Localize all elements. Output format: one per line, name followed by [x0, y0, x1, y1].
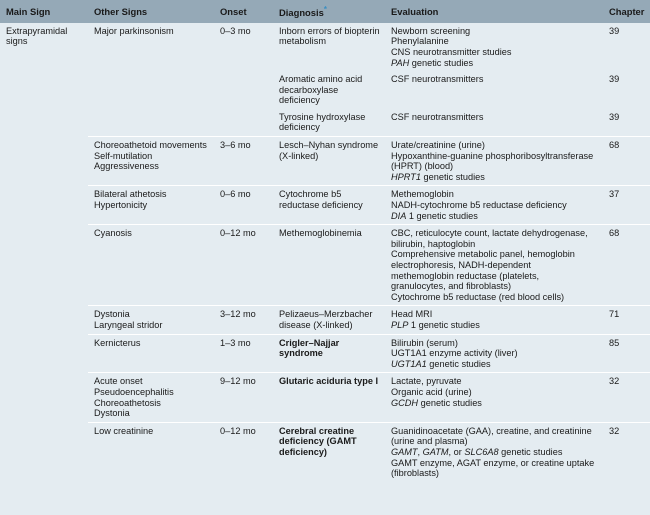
evaluation-item	[391, 26, 595, 37]
onset-cell: 0–12 mo	[214, 422, 273, 481]
evaluation-item	[391, 292, 595, 303]
evaluation-text: Hypoxanthine-guanine phosphoribosyltransferase (HPRT) (blood)	[391, 150, 594, 172]
other-sign: Dystonia	[94, 408, 130, 419]
evaluation-text: NADH-cytochrome b5 reductase deficiency	[391, 200, 567, 211]
evaluation-text: CNS neurotransmitter studies	[391, 46, 512, 57]
main-sign-cell: Extrapyramidal signs	[6, 25, 68, 47]
diagnosis-cell: Cytochrome b5 reductase deficiency	[273, 186, 385, 225]
other-sign: Kernicterus	[94, 337, 141, 348]
evaluation-item	[391, 426, 595, 447]
evaluation-text: genetic studies	[409, 57, 474, 68]
evaluation-cell	[385, 306, 599, 334]
table-row	[0, 225, 650, 306]
onset-cell: 9–12 mo	[214, 373, 273, 422]
gene-name: GATM	[422, 446, 449, 457]
table-row	[0, 306, 650, 334]
table-row	[0, 422, 650, 481]
evaluation-text: Lactate, pyruvate	[391, 376, 462, 387]
other-signs-cell	[88, 23, 214, 71]
onset-cell: 3–12 mo	[214, 306, 273, 334]
onset-cell	[214, 109, 273, 137]
other-signs-cell	[88, 137, 214, 186]
chapter-cell: 39	[609, 25, 620, 36]
onset-cell: 0–6 mo	[214, 186, 273, 225]
other-signs-cell	[88, 109, 214, 137]
evaluation-cell	[385, 334, 599, 373]
evaluation-item	[391, 151, 595, 172]
evaluation-cell	[385, 373, 599, 422]
other-sign: Choreoathetoid movements	[94, 140, 207, 151]
evaluation-text: Cytochrome b5 reductase (red blood cells)	[391, 291, 565, 302]
evaluation-item	[391, 249, 595, 291]
evaluation-item	[391, 140, 595, 151]
chapter-cell: 37	[599, 186, 650, 225]
evaluation-item	[391, 74, 595, 85]
diagnosis-cell: Pelizaeus–Merzbacher disease (X-linked)	[273, 306, 385, 334]
evaluation-text: genetic studies	[420, 171, 485, 182]
onset-cell: 1–3 mo	[214, 334, 273, 373]
diagnosis-cell: Aromatic amino acid decarboxylase deficiency	[279, 74, 363, 106]
header-evaluation: Evaluation	[391, 5, 439, 17]
other-signs-cell	[88, 186, 214, 225]
evaluation-item	[391, 189, 595, 200]
evaluation-cell	[385, 186, 599, 225]
header-chapter: Chapter	[609, 5, 645, 17]
gene-name: HPRT1	[391, 171, 421, 182]
evaluation-text: Methemoglobin	[391, 189, 454, 200]
evaluation-cell	[385, 23, 599, 71]
gene-name: UGT1A1	[391, 358, 427, 369]
evaluation-item	[391, 112, 595, 123]
other-sign: Acute onset	[94, 376, 143, 387]
diagnosis-cell: Lesch–Nyhan syndrome (X-linked)	[273, 137, 385, 186]
diagnosis-cell: Crigler–Najjar syndrome	[273, 334, 385, 373]
table-body	[0, 23, 650, 482]
other-sign: Pseudoencephalitis	[94, 386, 174, 397]
evaluation-item	[391, 447, 595, 458]
evaluation-item	[391, 228, 595, 249]
table-row	[0, 373, 650, 422]
other-sign: Bilateral athetosis	[94, 189, 167, 200]
header-row	[0, 0, 650, 23]
evaluation-text: UGT1A1 enzyme activity (liver)	[391, 348, 518, 359]
chapter-cell: 85	[599, 334, 650, 373]
evaluation-text: Newborn screening	[391, 25, 471, 36]
other-sign: Laryngeal stridor	[94, 319, 163, 330]
evaluation-item	[391, 200, 595, 211]
evaluation-item	[391, 376, 595, 387]
header-main-sign: Main Sign	[6, 5, 51, 17]
evaluation-text: Phenylalanine	[391, 36, 449, 47]
gene-name: DIA	[391, 210, 407, 221]
evaluation-text: Head MRI	[391, 309, 433, 320]
diagnosis-cell: Tyrosine hydroxylase deficiency	[279, 111, 366, 133]
evaluation-item	[391, 309, 595, 320]
gene-name: GCDH	[391, 397, 419, 408]
other-sign: Self-mutilation	[94, 150, 153, 161]
diagnosis-cell: Cerebral creatine deficiency (GAMT deficiency)	[273, 422, 385, 481]
other-sign: Choreoathetosis	[94, 397, 161, 408]
onset-cell: 0–3 mo	[220, 25, 251, 36]
evaluation-item	[391, 359, 595, 370]
gene-name: SLC6A8	[464, 446, 499, 457]
gene-name: PAH	[391, 57, 410, 68]
header-diagnosis-label: Diagnosis	[279, 7, 324, 19]
evaluation-item	[391, 211, 595, 222]
evaluation-cell	[385, 71, 599, 109]
diagnosis-cell: Glutaric aciduria type I	[273, 373, 385, 422]
footnote-marker[interactable]: *	[323, 5, 327, 14]
chapter-cell: 68	[599, 225, 650, 306]
evaluation-text: genetic studies	[418, 397, 482, 408]
chapter-cell: 71	[599, 306, 650, 334]
other-signs-cell	[88, 422, 214, 481]
evaluation-cell	[385, 137, 599, 186]
evaluation-cell	[385, 109, 599, 137]
evaluation-item	[391, 58, 595, 69]
table-row	[0, 23, 650, 71]
header-diagnosis	[273, 0, 385, 23]
chapter-cell: 39	[609, 111, 620, 122]
evaluation-cell	[385, 422, 599, 481]
chapter-cell: 32	[599, 422, 650, 481]
diagnosis-cell: Inborn errors of biopterin metabolism	[279, 25, 380, 47]
other-signs-cell	[88, 373, 214, 422]
evaluation-text: Urate/creatinine (urine)	[391, 140, 485, 151]
table-row	[0, 186, 650, 225]
other-signs-cell	[88, 71, 214, 109]
other-sign: Aggressiveness	[94, 161, 159, 172]
other-signs-cell	[88, 225, 214, 306]
evaluation-text: Organic acid (urine)	[391, 386, 472, 397]
diagnosis-cell: Methemoglobinemia	[273, 225, 385, 306]
other-sign: Dystonia	[94, 309, 130, 320]
chapter-cell: 39	[609, 74, 620, 85]
table-header	[0, 0, 650, 23]
evaluation-text: 1 genetic studies	[406, 210, 478, 221]
evaluation-item	[391, 320, 595, 331]
evaluation-text: Comprehensive metabolic panel, hemoglobin electrophoresis, NADH-dependent methemoglobin reductase (platelets, granulocytes, and fibroblasts)	[391, 249, 575, 292]
evaluation-item	[391, 338, 595, 349]
table-row	[0, 137, 650, 186]
evaluation-cell	[385, 225, 599, 306]
table-row	[0, 109, 650, 137]
evaluation-text: genetic studies	[498, 446, 563, 457]
other-sign: Cyanosis	[94, 228, 132, 239]
evaluation-item	[391, 36, 595, 47]
onset-cell	[214, 71, 273, 109]
evaluation-item	[391, 172, 595, 183]
evaluation-text: ,	[417, 446, 423, 457]
header-onset: Onset	[220, 5, 247, 17]
other-sign: Major parkinsonism	[94, 25, 174, 36]
other-signs-cell	[88, 306, 214, 334]
table-row	[0, 71, 650, 109]
chapter-cell: 68	[599, 137, 650, 186]
table-row	[0, 334, 650, 373]
evaluation-item	[391, 47, 595, 58]
evaluation-text: Bilirubin (serum)	[391, 337, 458, 348]
evaluation-text: GAMT enzyme, AGAT enzyme, or creatine uptake (fibroblasts)	[391, 457, 595, 479]
other-sign: Low creatinine	[94, 425, 154, 436]
evaluation-text: CSF neurotransmitters	[391, 74, 484, 85]
evaluation-text: CBC, reticulocyte count, lactate dehydrogenase, bilirubin, haptoglobin	[391, 228, 588, 249]
other-sign: Hypertonicity	[94, 200, 148, 211]
evaluation-item	[391, 398, 595, 409]
evaluation-text: 1 genetic studies	[408, 319, 480, 330]
onset-cell: 0–12 mo	[214, 225, 273, 306]
onset-cell: 3–6 mo	[214, 137, 273, 186]
chapter-cell: 32	[599, 373, 650, 422]
evaluation-text: CSF neurotransmitters	[391, 111, 484, 122]
evaluation-item	[391, 458, 595, 479]
evaluation-text: Guanidinoacetate (GAA), creatine, and creatinine (urine and plasma)	[391, 425, 592, 447]
header-other-signs: Other Signs	[94, 5, 148, 17]
other-signs-cell	[88, 334, 214, 373]
evaluation-item	[391, 387, 595, 398]
evaluation-text: genetic studies	[426, 358, 491, 369]
gene-name: GAMT	[391, 446, 418, 457]
gene-name: PLP	[391, 319, 409, 330]
evaluation-text: , or	[448, 446, 465, 457]
evaluation-item	[391, 348, 595, 359]
